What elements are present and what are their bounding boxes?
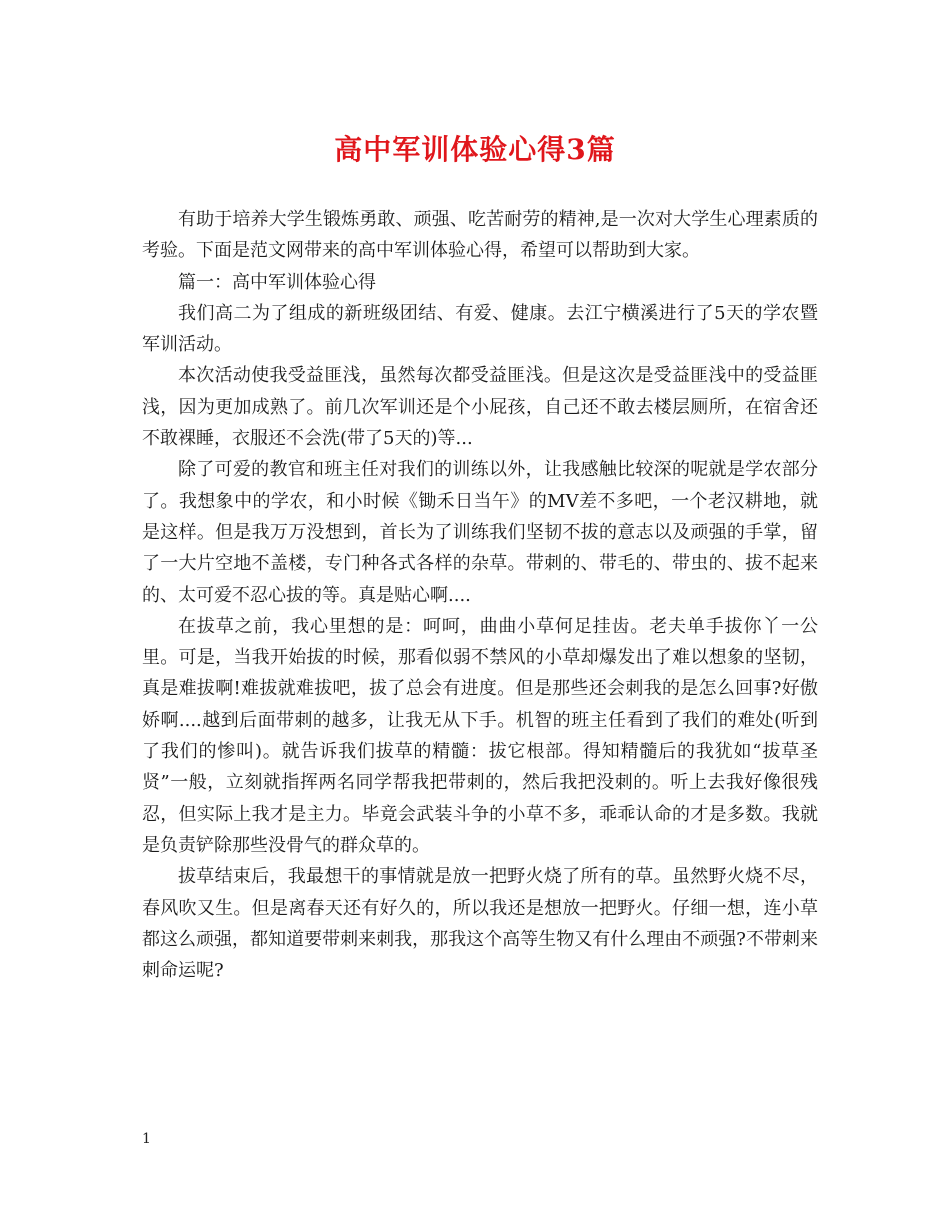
page-number: 1 [142, 1131, 151, 1147]
paragraph-intro: 有助于培养大学生锻炼勇敢、顽强、吃苦耐劳的精神,是一次对大学生心理素质的考验。下面是范文网带来的高中军训体验心得，希望可以帮助到大家。 [142, 209, 818, 262]
paragraph: 我们高二为了组成的新班级团结、有爱、健康。去江宁横溪进行了5天的学农暨军训活动。 [142, 302, 818, 356]
paragraph: 拔草结束后，我最想干的事情就是放一把野火烧了所有的草。虽然野火烧不尽，春风吹又生。但是离春天还有好久的，所以我还是想放一把野火。仔细一想，连小草都这么顽强，都知道要带刺来刺我，那我这个高等生物又有什么理由不顽强?不带刺来刺命运呢? [142, 866, 818, 982]
document-title: 高中军训体验心得3篇 [334, 133, 616, 166]
paragraph-section-heading: 篇一：高中军训体验心得 [178, 271, 376, 293]
document-body [142, 204, 818, 986]
paragraph: 除了可爱的教官和班主任对我们的训练以外，让我感触比较深的呢就是学农部分了。我想象中的学农，和小时候《锄禾日当午》的MV差不多吧，一个老汉耕地，就是这样。但是我万万没想到，首长为了训练我们坚韧不拔的意志以及顽强的手掌，留了一大片空地不盖楼，专门种各式各样的杂草。带刺的、带毛的、带虫的、拔不起来的、太可爱不忍心拔的等。真是贴心啊.... [142, 459, 818, 606]
paragraph: 本次活动使我受益匪浅，虽然每次都受益匪浅。但是这次是受益匪浅中的受益匪浅，因为更加成熟了。前几次军训还是个小屁孩，自己还不敢去楼层厕所，在宿舍还不敢裸睡，衣服还不会洗(带了5天的)等... [142, 365, 818, 450]
paragraph: 在拔草之前，我心里想的是：呵呵，曲曲小草何足挂齿。老夫单手拔你丫一公里。可是，当我开始拔的时候，那看似弱不禁风的小草却爆发出了难以想象的坚韧，真是难拔啊!难拔就难拔吧，拔了总会有进度。但是那些还会刺我的是怎么回事?好傲娇啊....越到后面带刺的越多，让我无从下手。机智的班主任看到了我们的难处(听到了我们的惨叫)。就告诉我们拔草的精髓：拔它根部。得知精髓后的我犹如“拔草圣贤”一般，立刻就指挥两名同学帮我把带刺的，然后我把没刺的。听上去我好像很残忍，但实际上我才是主力。毕竟会武装斗争的小草不多，乖乖认命的才是多数。我就是负责铲除那些没骨气的群众草的。 [142, 615, 818, 856]
